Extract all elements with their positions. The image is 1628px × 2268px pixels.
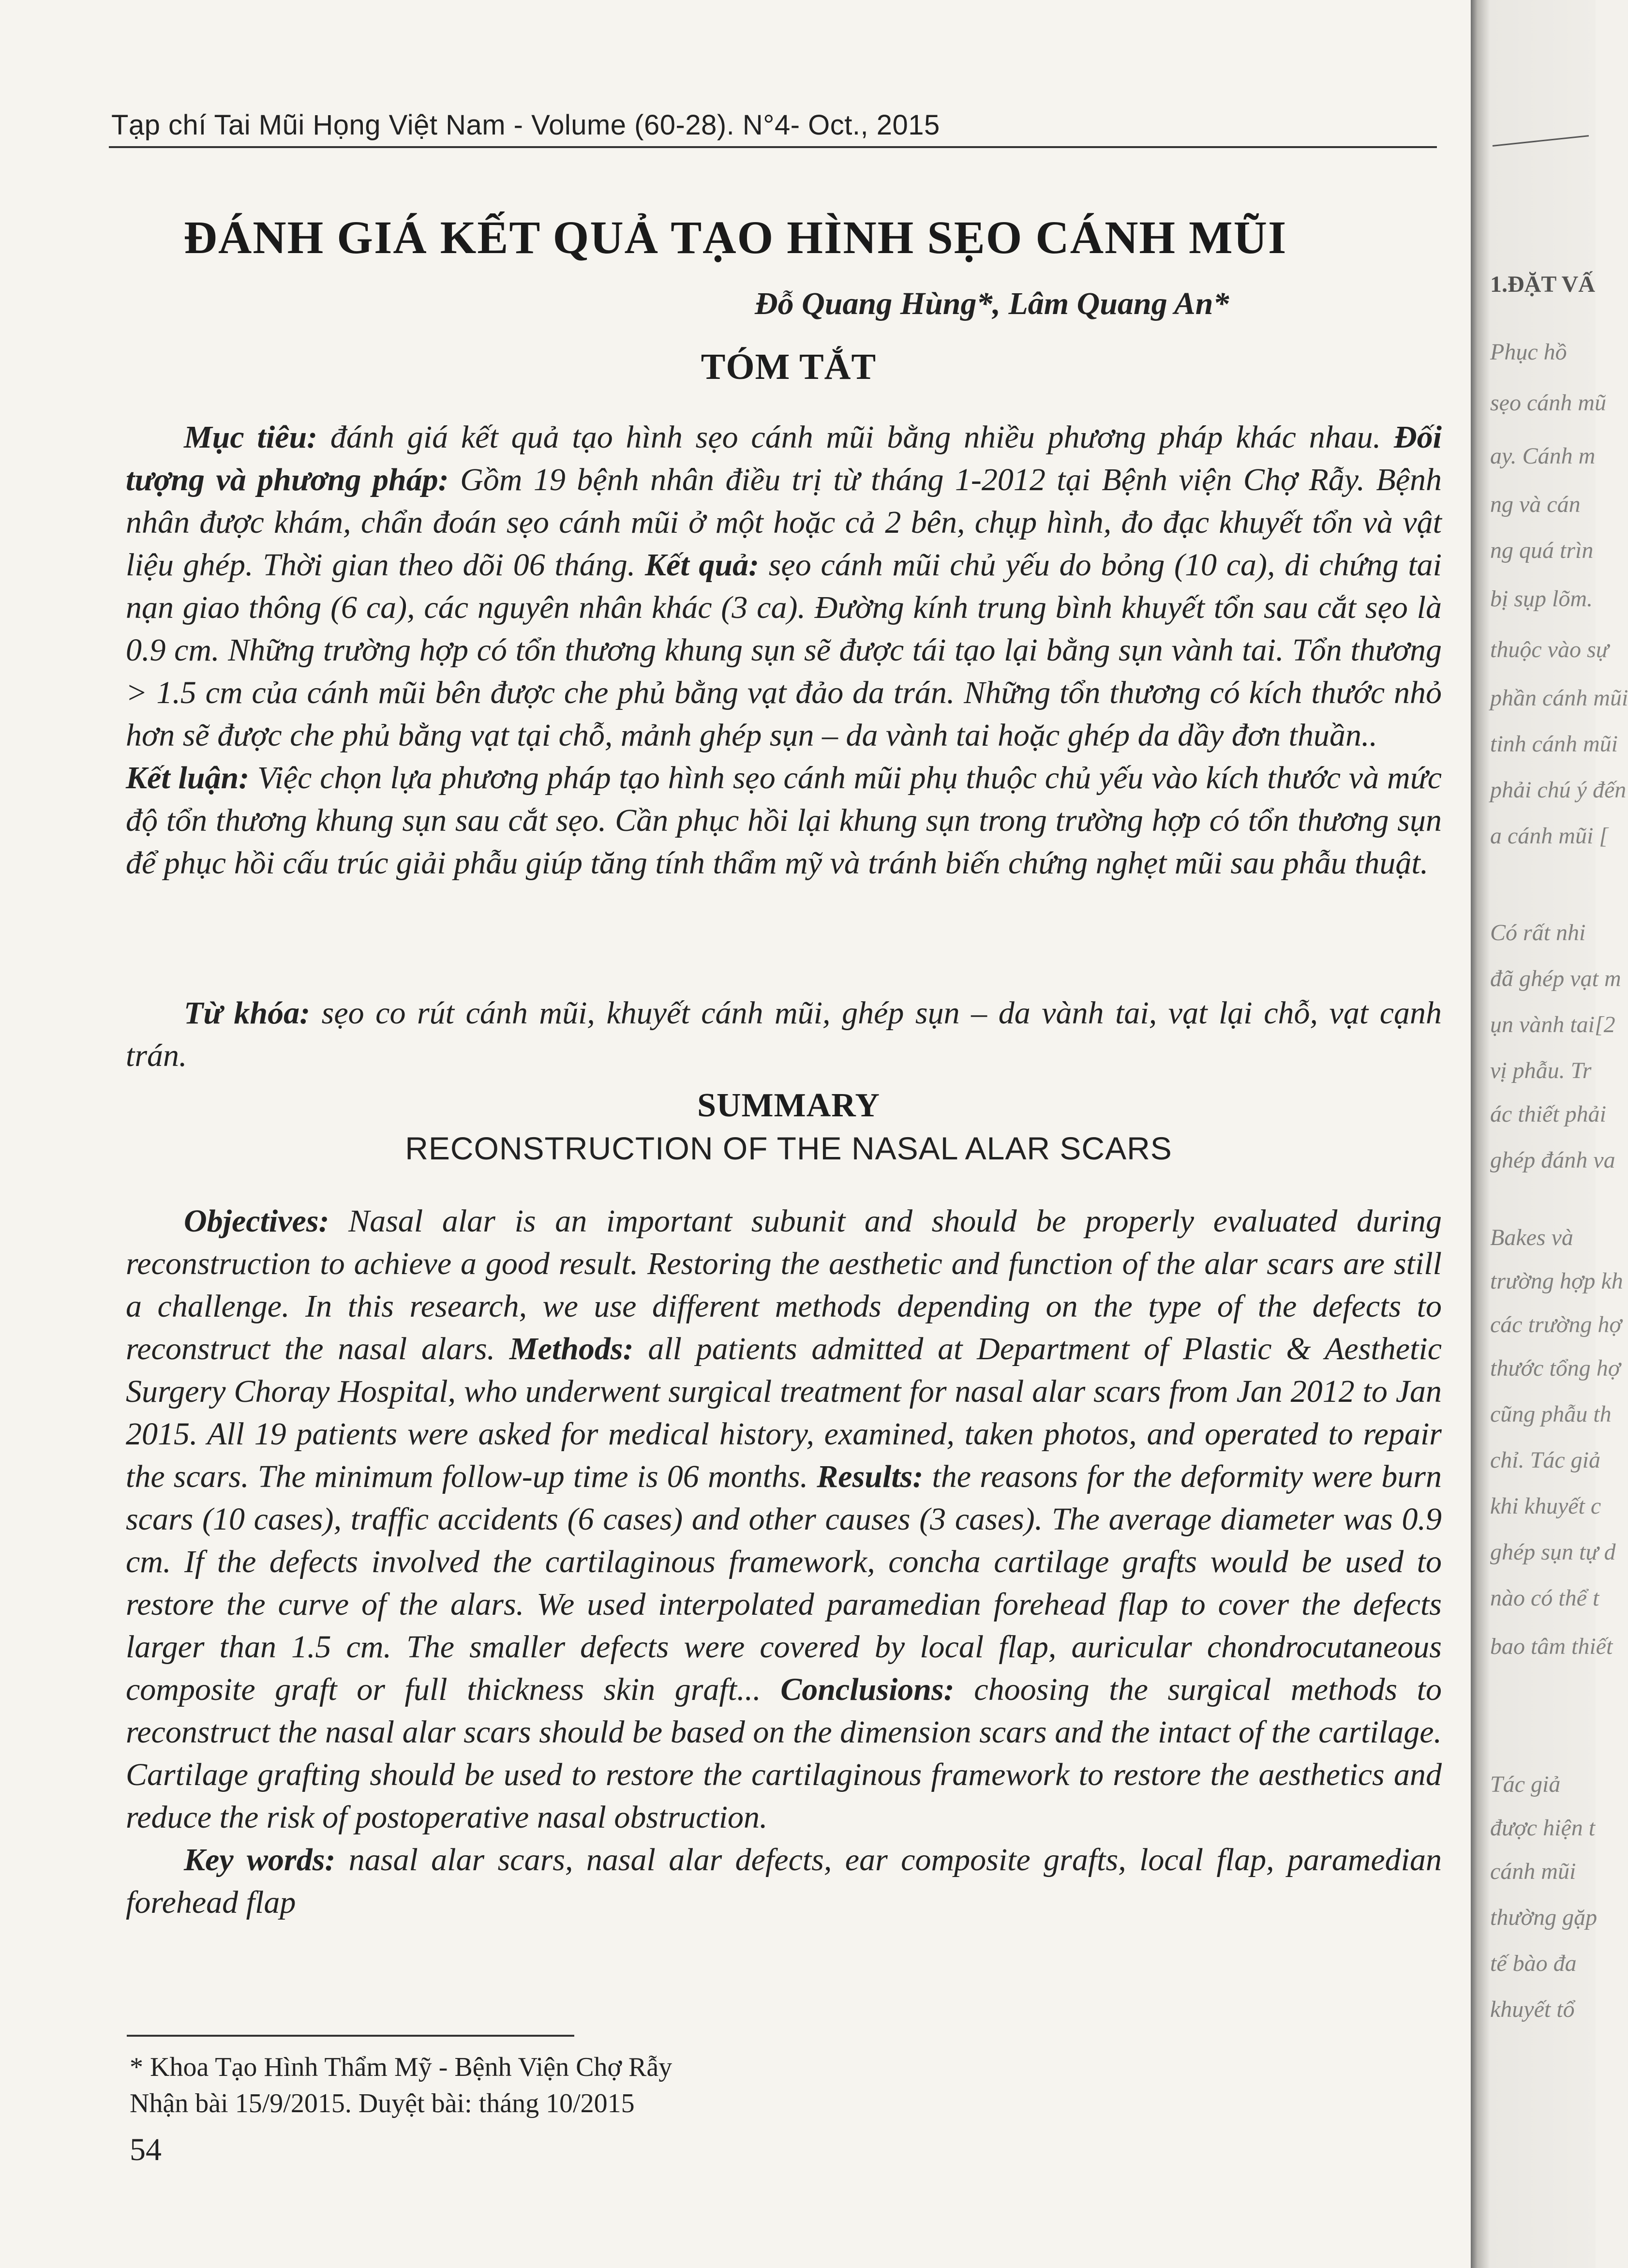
facing-page-fragment: các trường hợ xyxy=(1490,1312,1622,1337)
en-methods-text: all patients admitted at Department of Plastic & Aesthetic Surgery Choray Hospital, who underwent surgical treatment for nasal alar scars from Jan 2012 to Jan 2015. All 19 patients were asked for medical history, examined, taken photos, and operated to repair the scars. The minimum follow-up time is 06 months. xyxy=(126,1331,1442,1494)
facing-page-fragment: tinh cánh mũi xyxy=(1490,731,1618,757)
en-results-text: the reasons for the deformity were burn scars (10 cases), traffic accidents (6 cases) and other causes (3 cases). The average diameter was 0.9 cm. If the defects involved the cartilaginous framework, concha cartilage grafts would be used to restore the curve of the alars. We used interpolated paramedian forehead flap to cover the defects larger than 1.5 cm. The smaller defects were covered by local flap, auricular chondrocutaneous composite graft or full thickness skin graft... xyxy=(126,1459,1442,1707)
facing-page-fragment: thuộc vào sự xyxy=(1490,637,1609,662)
facing-page-fragment: nào có thể t xyxy=(1490,1585,1599,1611)
vietnamese-keywords-paragraph xyxy=(126,992,1442,1077)
facing-page-fragment: cũng phẫu th xyxy=(1490,1401,1612,1427)
facing-page-fragment: Tác giả xyxy=(1490,1772,1561,1797)
facing-page-fragment: 1.ĐẶT VẤ xyxy=(1490,271,1595,297)
page-number: 54 xyxy=(130,2132,162,2167)
facing-page-fragment: trường hợp kh xyxy=(1490,1268,1623,1294)
facing-page-fragment: vị phẫu. Tr xyxy=(1490,1058,1592,1083)
conclusion-text: Việc chọn lựa phương pháp tạo hình sẹo cánh mũi phụ thuộc chủ yếu vào kích thước và mức độ tổn thương khung sụn sau cắt sẹo. Cần phục hồi lại khung sụn trong trường hợp có tổn thương sụn để phục hồi cấu trúc giải phẫu giúp tăng tính thẩm mỹ và tránh biến chứng nghẹt mũi sau phẫu thuật. xyxy=(126,760,1442,881)
methods-text: Gồm 19 bệnh nhân điều trị từ tháng 1-2012 tại Bệnh viện Chợ Rẫy. Bệnh nhân được khám, chẩn đoán sẹo cánh mũi ở một hoặc cả 2 bên, chụp hình, đo đạc khuyết tổn và vật liệu ghép. Thời gian theo dõi 06 tháng. xyxy=(126,462,1442,583)
facing-page-fragment: ay. Cánh m xyxy=(1490,443,1596,469)
objective-label: Mục tiêu: xyxy=(184,420,318,455)
english-keywords-paragraph xyxy=(126,1839,1442,1924)
facing-page-fragment: cánh mũi xyxy=(1490,1859,1576,1884)
facing-page-fragment: a cánh mũi [ xyxy=(1490,823,1608,849)
vietnamese-abstract xyxy=(126,416,1442,885)
facing-page-fragment: khuyết tổ xyxy=(1490,1997,1575,2022)
en-methods-label: Methods: xyxy=(509,1331,634,1367)
facing-page-fragment: bao tâm thiết xyxy=(1490,1634,1613,1659)
vietnamese-abstract-paragraph xyxy=(126,416,1442,885)
vietnamese-keywords xyxy=(126,992,1442,1077)
methods-label: Đối tượng và phương pháp: xyxy=(126,420,1442,497)
objectives-label: Objectives: xyxy=(184,1203,329,1239)
summary-subtitle: RECONSTRUCTION OF THE NASAL ALAR SCARS xyxy=(405,1130,1172,1166)
facing-page-fragment: đã ghép vạt m xyxy=(1490,966,1621,991)
facing-page-fragment: ụn vành tai[2 xyxy=(1490,1012,1615,1037)
objectives-text: Nasal alar is an important subunit and should be properly evaluated during reconstruction to achieve a good result. Restoring the aesthetic and function of the alar scars are still a challenge. In this research, we use different methods depending on the type of the defects to reconstruct the nasal alars. xyxy=(126,1203,1442,1367)
summary-heading: SUMMARY xyxy=(697,1087,880,1124)
english-abstract xyxy=(126,1200,1442,1924)
facing-page-fragment: thường gặp xyxy=(1490,1905,1598,1930)
facing-page-fragment: Có rất nhi xyxy=(1490,920,1586,946)
keywords-label: Từ khóa: xyxy=(184,995,311,1031)
en-keywords-text: nasal alar scars, nasal alar defects, ear composite grafts, local flap, paramedian forehead flap xyxy=(126,1842,1442,1920)
facing-page-fragment: ghép đánh va xyxy=(1490,1147,1615,1173)
facing-page-fragment: ng và cán xyxy=(1490,492,1581,517)
footnote-rule xyxy=(127,2035,574,2037)
results-text: sẹo cánh mũi chủ yếu do bỏng (10 ca), di chứng tai nạn giao thông (6 ca), các nguyên nhân khác (3 ca). Đường kính trung bình khuyết tổn sau cắt sẹo là 0.9 cm. Những trường hợp có tổn thương khung sụn sẽ được tái tạo lại bằng sụn vành tai. Tổn thương > 1.5 cm của cánh mũi bên được che phủ bằng vạt đảo da trán. Những tổn thương có kích thước nhỏ hơn sẽ được che phủ bằng vạt tại chỗ, mảnh ghép sụn – da vành tai hoặc ghép da dầy đơn thuần.. xyxy=(126,547,1442,753)
facing-page-fragment: phần cánh mũi xyxy=(1490,685,1628,711)
conclusion-label: Kết luận: xyxy=(126,760,250,796)
facing-page-fragment: bị sụp lõm. xyxy=(1490,586,1593,612)
facing-page-fragment: chỉ. Tác giả xyxy=(1490,1447,1600,1473)
facing-page-fragment: Bakes và xyxy=(1490,1225,1573,1250)
facing-page-fragment: thước tổng hợ xyxy=(1490,1355,1621,1381)
abstract-heading: TÓM TẮT xyxy=(701,346,877,387)
en-results-label: Results: xyxy=(817,1459,924,1494)
facing-page-fragment: tế bào đa xyxy=(1490,1951,1577,1976)
running-head: Tạp chí Tai Mũi Họng Việt Nam - Volume (60-28). N°4- Oct., 2015 xyxy=(111,109,940,141)
facing-page-fragment: ghép sụn tự d xyxy=(1490,1539,1616,1565)
objective-text: đánh giá kết quả tạo hình sẹo cánh mũi bằng nhiều phương pháp khác nhau. xyxy=(317,420,1394,455)
header-rule xyxy=(109,146,1437,148)
results-label: Kết quả: xyxy=(645,547,760,583)
keywords-text: sẹo co rút cánh mũi, khuyết cánh mũi, ghép sụn – da vành tai, vạt lại chỗ, vạt cạnh trán. xyxy=(126,995,1442,1073)
facing-page-fragment: ng quá trìn xyxy=(1490,538,1594,563)
article-title: ĐÁNH GIÁ KẾT QUẢ TẠO HÌNH SẸO CÁNH MŨI xyxy=(183,211,1287,263)
facing-page-fragment: Phục hồ xyxy=(1490,339,1567,365)
footnote-dates: Nhận bài 15/9/2015. Duyệt bài: tháng 10/2015 xyxy=(130,2088,635,2118)
facing-page-fragment: được hiện t xyxy=(1490,1815,1596,1841)
footnote-affiliation: * Khoa Tạo Hình Thẩm Mỹ - Bệnh Viện Chợ Rẫy xyxy=(130,2052,672,2082)
english-abstract-paragraph xyxy=(126,1200,1442,1839)
facing-page-fragment: ác thiết phải xyxy=(1490,1101,1606,1127)
facing-page-fragment: phải chú ý đến xyxy=(1490,777,1627,803)
conclusions-label: Conclusions: xyxy=(780,1672,955,1707)
conclusions-text: choosing the surgical methods to reconstruct the nasal alar scars should be based on the dimension scars and the intact of the cartilage. Cartilage grafting should be used to restore the cartilaginous framework to restore the aesthetics and reduce the risk of postoperative nasal obstruction. xyxy=(126,1672,1442,1835)
en-keywords-label: Key words: xyxy=(184,1842,336,1877)
authors: Đỗ Quang Hùng*, Lâm Quang An* xyxy=(755,286,1229,321)
facing-page-fragment: khi khuyết c xyxy=(1490,1493,1601,1519)
facing-page-fragment: sẹo cánh mũ xyxy=(1490,390,1606,416)
